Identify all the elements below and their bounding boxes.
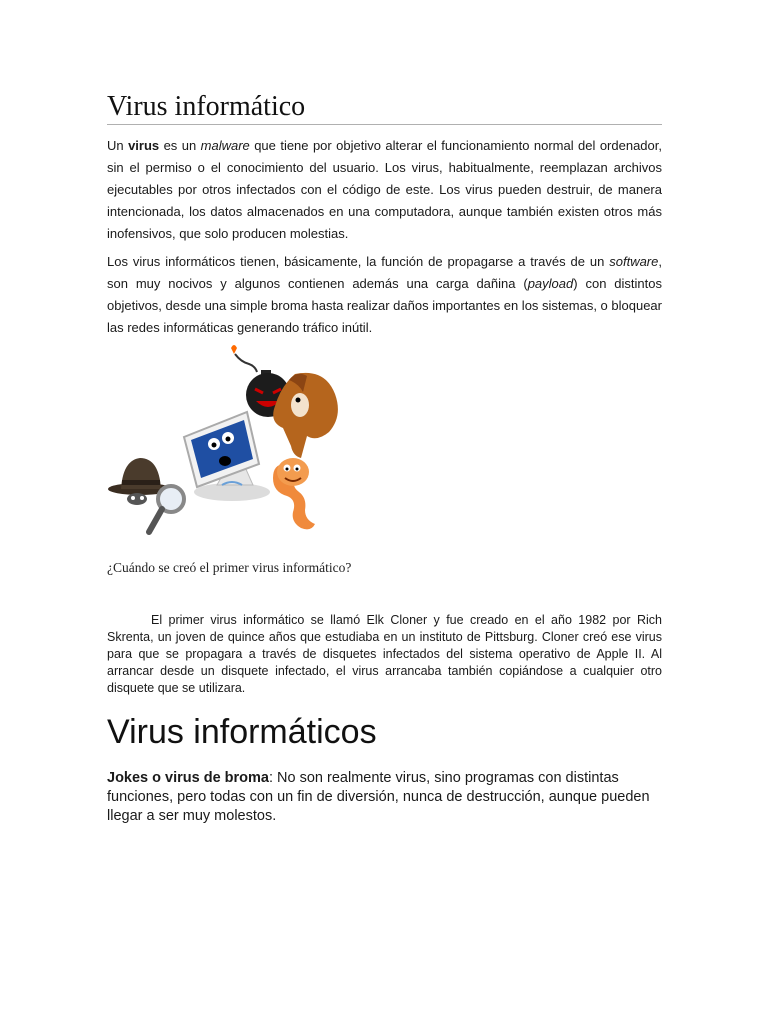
italic-term-malware: malware [200,138,250,153]
intro-paragraph [107,135,662,245]
section-heading: Virus informáticos [107,713,377,751]
text-run: que tiene por objetivo alterar el funcionamiento normal del ordenador, sin el permiso o el conocimiento del usuario. Los virus, habitualmente, reemplazan archivos ejecutables por otros infectados con el código de este. Los virus pueden destruir, de manera intencionada, los datos almacenados en una computadora, aunque también existen otros más inofensivos, que solo producen molestias. [107,138,662,241]
text-run: Los virus informáticos tienen, básicamente, la función de propagarse a través de un [107,254,610,269]
second-paragraph [107,251,662,339]
italic-term-payload: payload [527,276,574,291]
bold-term-virus: virus [128,138,160,153]
virus-illustration [107,342,347,538]
text-run: ) con distintos objetivos, desde una simple broma hasta realizar daños importantes en los sistemas, o bloquear las redes informáticas generando tráfico inútil. [107,276,662,335]
jokes-paragraph [107,769,662,826]
text-run: : No son realmente virus, sino programas con distintas funciones, pero todas con un fin de diversión, nunca de destrucción, aunque pueden llegar a ser muy molestos. [107,770,650,824]
history-paragraph: El primer virus informático se llamó Elk Cloner y fue creado en el año 1982 por Rich Skrenta, un joven de quince años que estudiaba en un instituto de Pittsburg. Cloner creó ese virus para que se propagara a través de disquetes infectados del sistema operativo de Apple II. Al arrancar desde un disquete infectado, el virus arrancaba también copiándose a cualquier otro disquete que se utilizara. [107,613,662,695]
computer-monitor-icon [184,412,270,501]
text-run: , son muy nocivos y algunos contienen además una carga dañina ( [107,254,662,291]
italic-term-software: software [609,254,659,269]
page-title: Virus informático [107,90,662,125]
text-run: Un [107,138,129,153]
bold-term-jokes: Jokes o virus de broma [107,770,269,786]
section-question: ¿Cuándo se creó el primer virus informático? [107,560,352,575]
worm-icon [273,458,315,529]
text-run: es un [159,138,201,153]
